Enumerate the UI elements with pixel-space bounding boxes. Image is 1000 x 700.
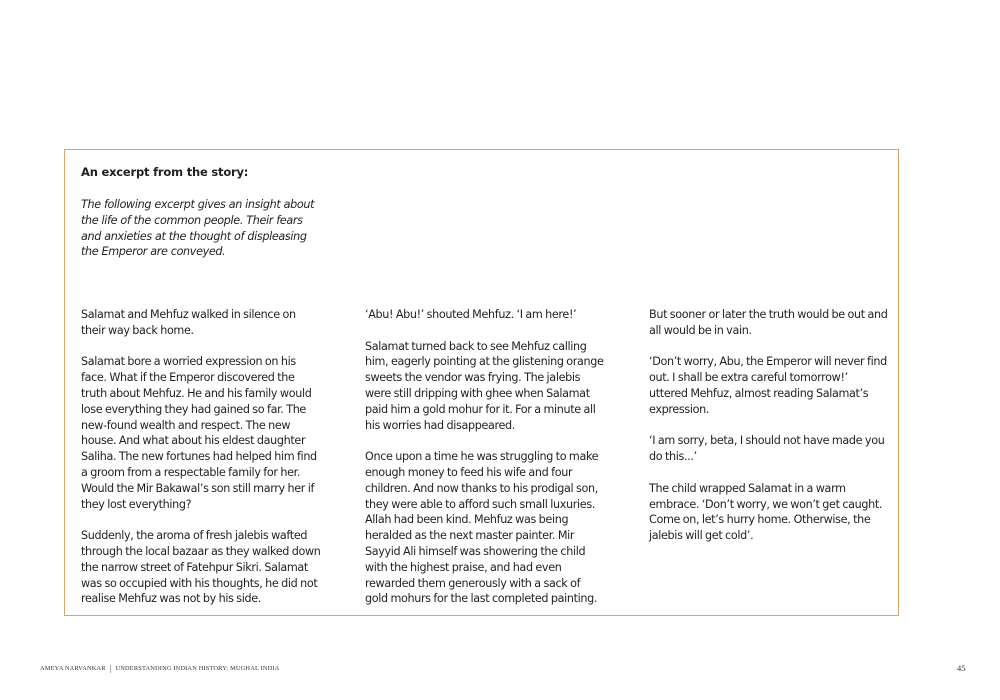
paragraph: Salamat turned back to see Mehfuz calling him, eagerly pointing at the glistening orange sweets the vendor was frying. The jalebis were still dripping with ghee when Salamat paid him a gold mohur for it. For a minute all his worries had disappeared. [365, 339, 604, 432]
paragraph: Suddenly, the aroma of fresh jalebis wafted through the local bazaar as they walked down the narrow street of Fatehpur Sikri. Salamat was so occupied with his thoughts, he did not realise Mehfuz was not by his side. [81, 529, 321, 606]
paragraph: Once upon a time he was struggling to make enough money to feed his wife and four children. And now thanks to his prodigal son, they were able to afford such small luxuries. Allah had been kind. Mehfuz was being heralded as the next master painter. Mir Sayyid Ali himself was showering the child with the highest praise, and had even rewarded them generously with a sack of gold mohurs for the last completed painting. [365, 450, 599, 606]
paragraph: ‘Abu! Abu!’ shouted Mehfuz. ‘I am here!’ [365, 308, 577, 321]
text-column-2 [365, 307, 605, 623]
paragraph: Salamat and Mehfuz walked in silence on their way back home. [81, 308, 296, 337]
text-column-3 [649, 307, 889, 560]
paragraph: ‘I am sorry, beta, I should not have made you do this...’ [649, 434, 885, 464]
text-column-1 [81, 307, 321, 623]
paragraph: Salamat bore a worried expression on his face. What if the Emperor discovered the truth about Mehfuz. He and his family would lose everything they had gained so far. The new-found wealth and respect. The new house. And what about his eldest daughter Saliha. The new fortunes had helped him find a groom from a respectable family for her. Would the Mir Bakawal’s son still marry her if they lost everything? [81, 355, 317, 511]
excerpt-heading: An excerpt from the story: [81, 165, 249, 179]
running-footer [40, 664, 279, 673]
page-number: 45 [957, 663, 966, 673]
excerpt-intro: The following excerpt gives an insight about the life of the common people. Their fears and anxieties at the thought of displeasing the Emperor are conveyed. [81, 198, 315, 259]
footer-author: AMEYA NARVANKAR [40, 665, 106, 672]
excerpt-box [64, 149, 899, 616]
paragraph: The child wrapped Salamat in a warm embrace. ‘Don’t worry, we won’t get caught. Come on, let’s hurry home. Otherwise, the jalebis will get cold’. [649, 481, 883, 543]
footer-separator: | [109, 664, 112, 673]
paragraph: ‘Don’t worry, Abu, the Emperor will never find out. I shall be extra careful tomorrow!’ uttered Mehfuz, almost reading Salamat’s expression. [649, 355, 887, 416]
footer-book-title: UNDERSTANDING INDIAN HISTORY: MUGHAL INDIA [115, 665, 280, 672]
paragraph: But sooner or later the truth would be out and all would be in vain. [649, 308, 888, 337]
